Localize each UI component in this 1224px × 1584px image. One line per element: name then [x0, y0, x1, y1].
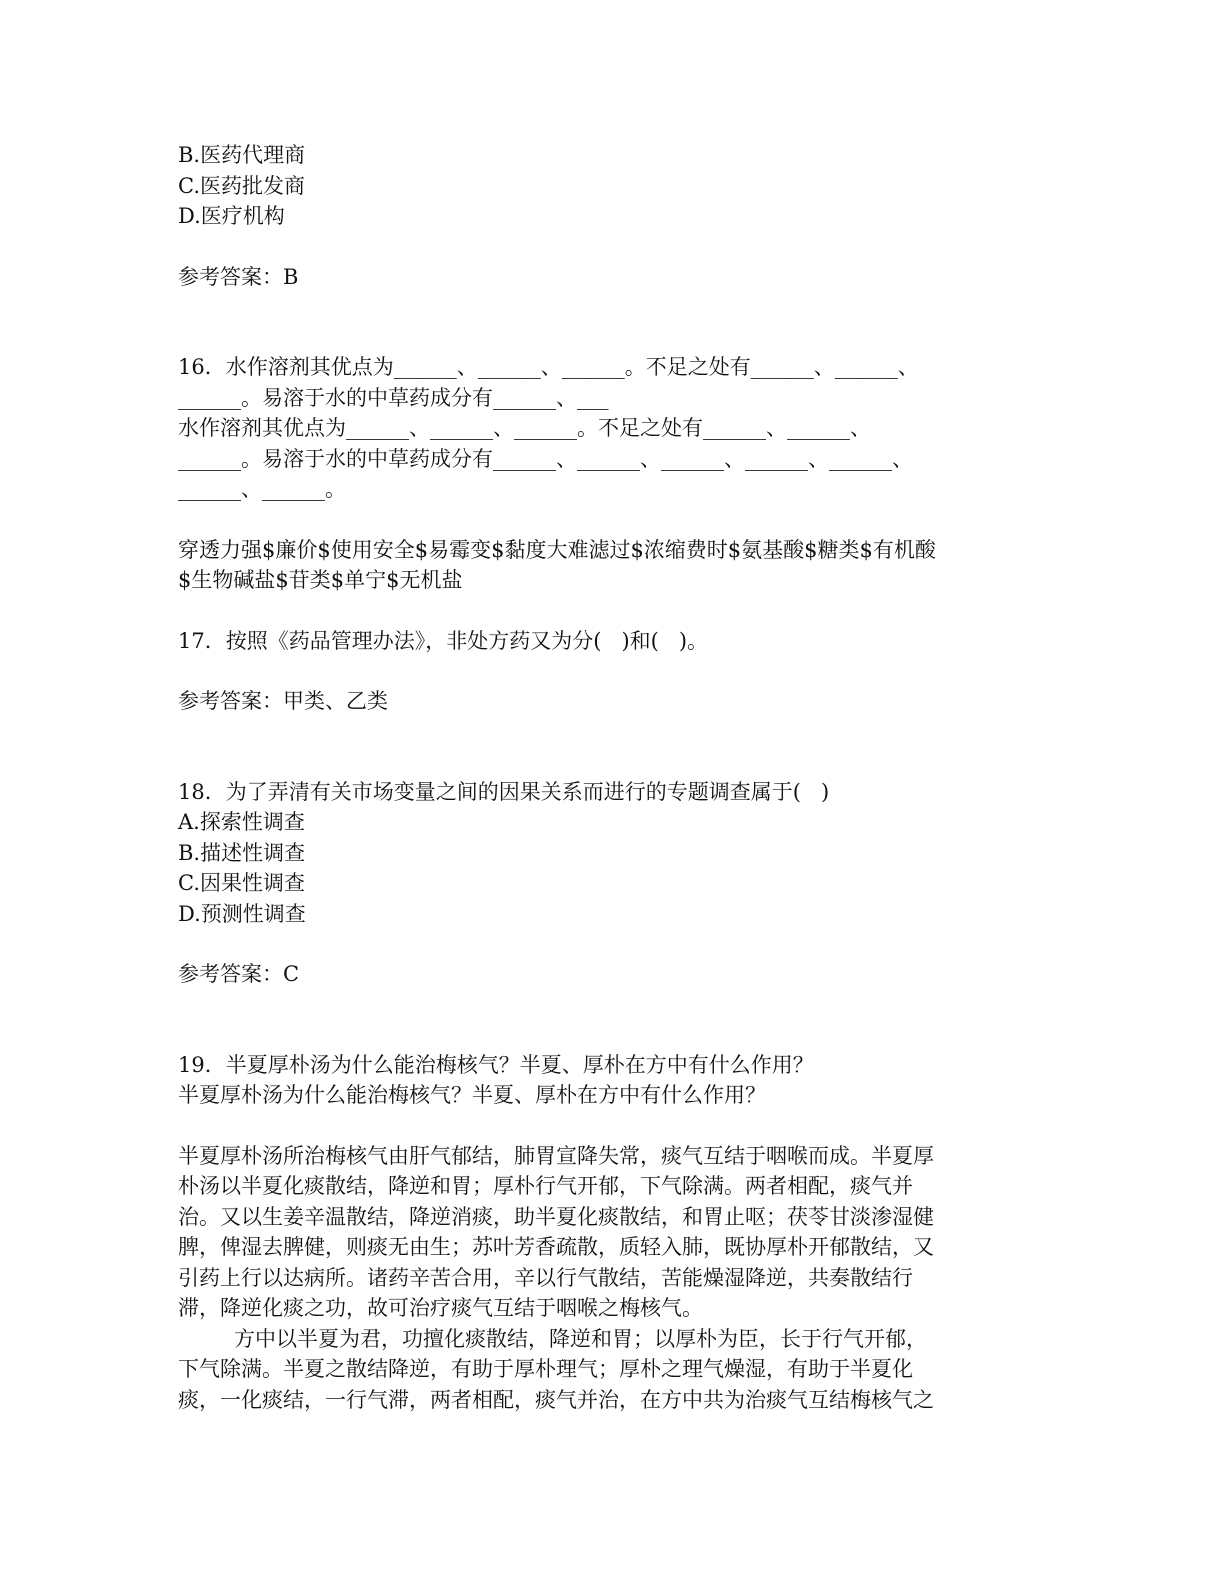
question-17	[178, 626, 1048, 717]
answer-text-line: 滞，降逆化痰之功，故可治疗痰气互结于咽喉之梅核气。	[178, 1296, 703, 1320]
option-d: D.预测性调查	[178, 901, 306, 926]
answer-text-line: $生物碱盐$苷类$单宁$无机盐	[178, 568, 463, 592]
answer-text-line: 治。又以生姜辛温散结，降逆消痰，助半夏化痰散结，和胃止呕；茯苓甘淡渗湿健	[178, 1204, 934, 1229]
option-c: C.因果性调查	[178, 871, 305, 895]
option-a: A.探索性调查	[178, 810, 305, 834]
question-15	[178, 140, 1048, 292]
option-c: C.医药批发商	[178, 173, 305, 198]
question-text: 18．为了弄清有关市场变量之间的因果关系而进行的专题调查属于( )	[178, 779, 830, 804]
question-text-line: ______。易溶于水的中草药成分有______、______、______、______、______、	[178, 446, 913, 471]
question-text: 17．按照《药品管理办法》，非处方药又为分( )和( )。	[178, 628, 709, 653]
document-page	[178, 140, 1048, 1415]
answer-text-line: 痰，一化痰结，一行气滞，两者相配，痰气并治，在方中共为治痰气互结梅核气之	[178, 1387, 934, 1412]
answer-text-line: 方中以半夏为君，功擅化痰散结，降逆和胃；以厚朴为臣，长于行气开郁，	[234, 1326, 927, 1351]
option-b: B.描述性调查	[178, 840, 306, 865]
answer-text-line: 引药上行以达病所。诸药辛苦合用，辛以行气散结，苦能燥湿降逆，共奏散结行	[178, 1265, 913, 1290]
answer-text-line: 朴汤以半夏化痰散结，降逆和胃；厚朴行气开郁，下气除满。两者相配，痰气并	[178, 1174, 913, 1198]
question-text-line: 水作溶剂其优点为______、______、______。不足之处有______、______、	[178, 416, 871, 440]
answer-paragraph-2	[178, 1324, 1048, 1416]
question-text-line: ______、______。	[178, 477, 346, 501]
question-19	[178, 1050, 1048, 1416]
question-text-line: ______。易溶于水的中草药成分有______、___	[178, 385, 609, 410]
reference-answer: 参考答案：甲类、乙类	[178, 689, 388, 713]
question-text-line: 16．水作溶剂其优点为______、______、______。不足之处有______、______、	[178, 355, 919, 379]
answer-text-line: 穿透力强$廉价$使用安全$易霉变$黏度大难滤过$浓缩费时$氨基酸$糖类$有机酸	[178, 537, 936, 562]
question-18	[178, 777, 1048, 990]
reference-answer: 参考答案：C	[178, 962, 300, 986]
reference-answer: 参考答案：B	[178, 264, 299, 289]
option-d: D.医疗机构	[178, 204, 285, 228]
answer-text-line: 脾，俾湿去脾健，则痰无由生；苏叶芳香疏散，质轻入肺，既协厚朴开郁散结，又	[178, 1235, 934, 1259]
answer-text-line: 下气除满。半夏之散结降逆，有助于厚朴理气；厚朴之理气燥湿，有助于半夏化	[178, 1357, 913, 1381]
question-text-line: 半夏厚朴汤为什么能治梅核气？半夏、厚朴在方中有什么作用？	[178, 1083, 766, 1107]
question-text-line: 19．半夏厚朴汤为什么能治梅核气？半夏、厚朴在方中有什么作用？	[178, 1052, 814, 1077]
question-16	[178, 352, 1048, 596]
answer-text-line: 半夏厚朴汤所治梅核气由肝气郁结，肺胃宣降失常，痰气互结于咽喉而成。半夏厚	[178, 1143, 934, 1168]
answer-paragraph-1	[178, 1141, 1048, 1324]
option-b: B.医药代理商	[178, 143, 306, 167]
